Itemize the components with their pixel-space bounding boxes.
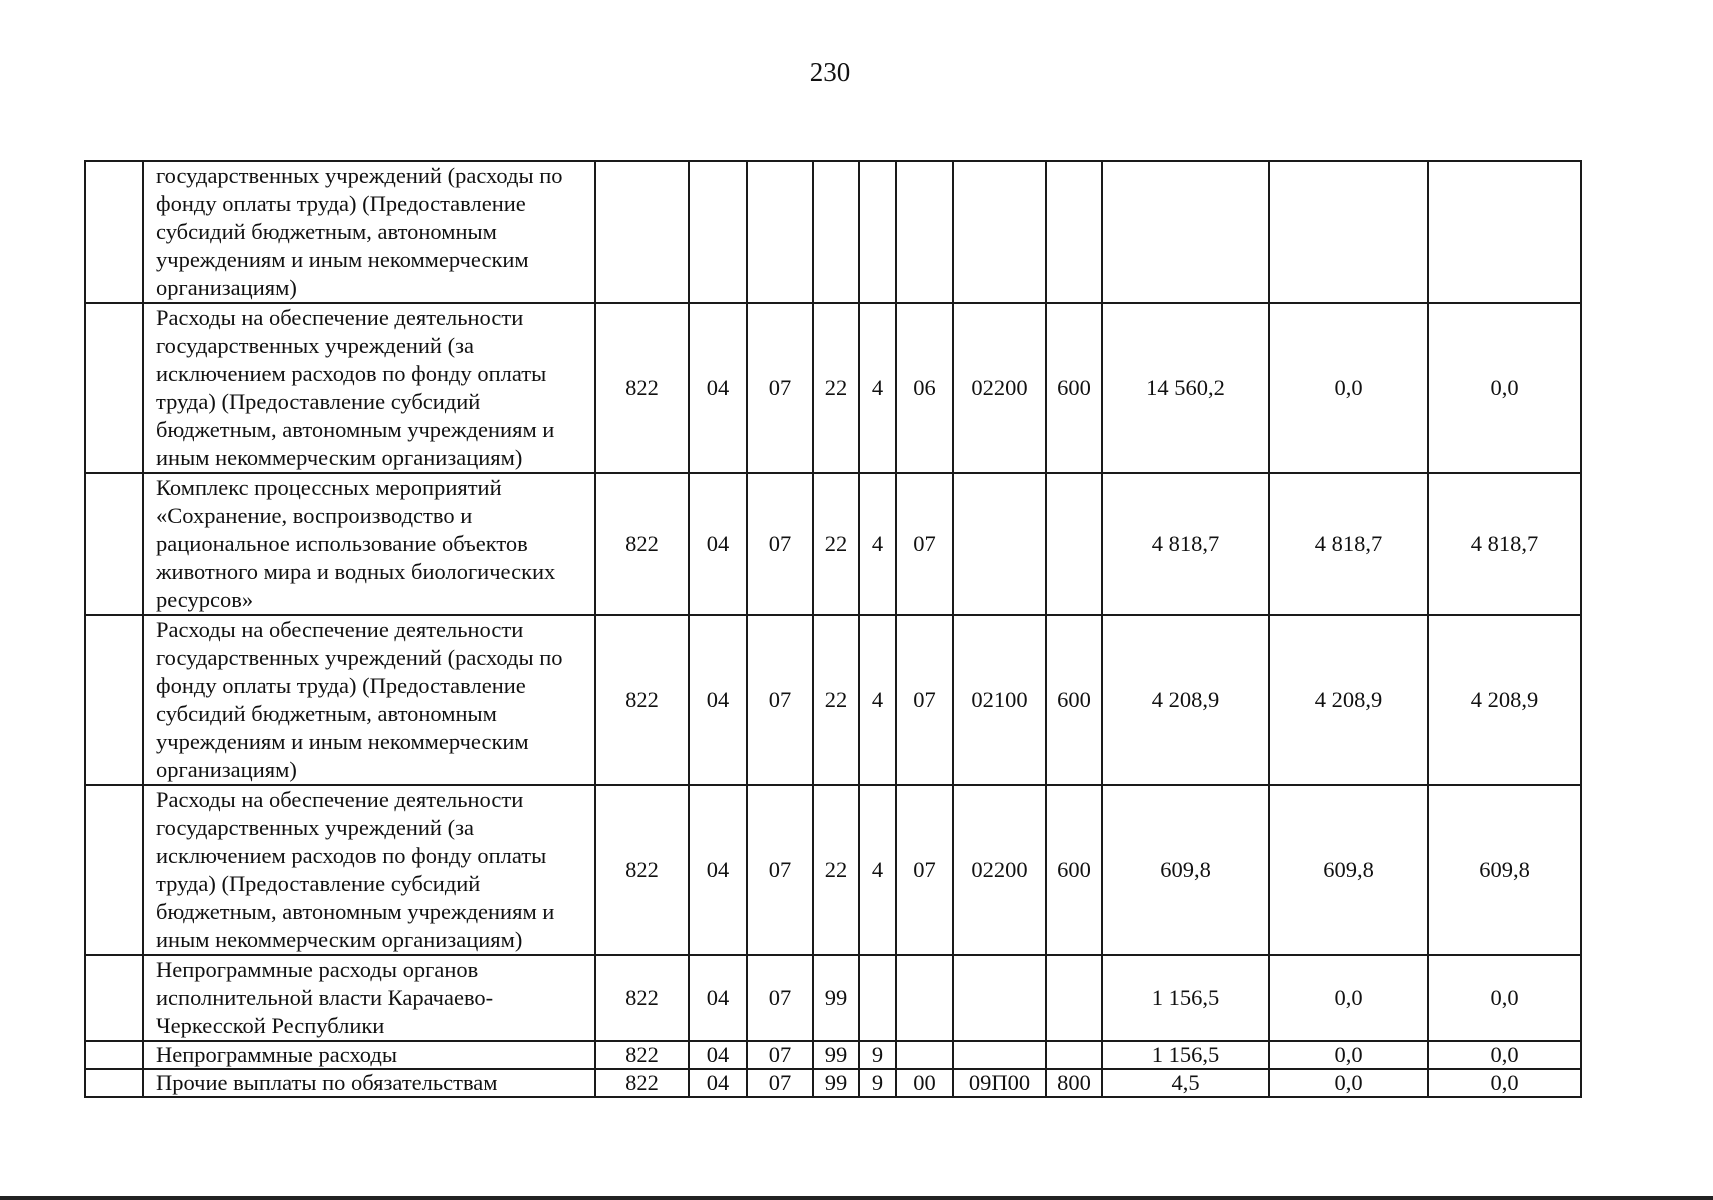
ministry-code: 822 xyxy=(595,473,689,615)
program-code xyxy=(813,161,859,303)
row-number-cell xyxy=(85,473,143,615)
section-code: 04 xyxy=(689,1041,747,1069)
subprogram-code xyxy=(859,955,896,1041)
row-name: Расходы на обеспечение деятельности государственных учреждений (за исключением расходов по фонду оплаты труда) (Предоставление субсидий бюджетным, автономным учреждениям и иным некоммерческим организациям) xyxy=(143,785,595,955)
subsection-code: 07 xyxy=(747,303,813,473)
subsection-code xyxy=(747,161,813,303)
row-number-cell xyxy=(85,955,143,1041)
event-code: 07 xyxy=(896,473,953,615)
sum-year-1: 4 208,9 xyxy=(1102,615,1269,785)
row-number-cell xyxy=(85,615,143,785)
ministry-code: 822 xyxy=(595,1069,689,1097)
sum-year-3: 4 208,9 xyxy=(1428,615,1581,785)
row-number-cell xyxy=(85,1069,143,1097)
sum-year-2: 4 208,9 xyxy=(1269,615,1428,785)
row-name: Прочие выплаты по обязательствам xyxy=(143,1069,595,1097)
section-code: 04 xyxy=(689,473,747,615)
subsection-code: 07 xyxy=(747,615,813,785)
event-code xyxy=(896,955,953,1041)
sum-year-2: 0,0 xyxy=(1269,1041,1428,1069)
program-code: 99 xyxy=(813,955,859,1041)
table-row xyxy=(85,303,1581,473)
expense-type-code: 800 xyxy=(1046,1069,1102,1097)
direction-code: 09П00 xyxy=(953,1069,1046,1097)
direction-code: 02200 xyxy=(953,303,1046,473)
sum-year-3: 609,8 xyxy=(1428,785,1581,955)
ministry-code xyxy=(595,161,689,303)
program-code: 22 xyxy=(813,303,859,473)
table-row xyxy=(85,161,1581,303)
row-number-cell xyxy=(85,303,143,473)
ministry-code: 822 xyxy=(595,785,689,955)
direction-code: 02100 xyxy=(953,615,1046,785)
sum-year-1 xyxy=(1102,161,1269,303)
sum-year-3 xyxy=(1428,161,1581,303)
row-number-cell xyxy=(85,785,143,955)
sum-year-3: 4 818,7 xyxy=(1428,473,1581,615)
section-code: 04 xyxy=(689,785,747,955)
ministry-code: 822 xyxy=(595,303,689,473)
subprogram-code: 4 xyxy=(859,785,896,955)
table-row xyxy=(85,1069,1581,1097)
table-row xyxy=(85,615,1581,785)
sum-year-1: 4 818,7 xyxy=(1102,473,1269,615)
row-number-cell xyxy=(85,1041,143,1069)
section-code xyxy=(689,161,747,303)
event-code xyxy=(896,161,953,303)
event-code: 00 xyxy=(896,1069,953,1097)
ministry-code: 822 xyxy=(595,615,689,785)
table-row xyxy=(85,785,1581,955)
sum-year-2: 0,0 xyxy=(1269,1069,1428,1097)
sum-year-1: 1 156,5 xyxy=(1102,1041,1269,1069)
expense-type-code xyxy=(1046,473,1102,615)
sum-year-2: 4 818,7 xyxy=(1269,473,1428,615)
row-number-cell xyxy=(85,161,143,303)
subprogram-code xyxy=(859,161,896,303)
subsection-code: 07 xyxy=(747,473,813,615)
row-name: Расходы на обеспечение деятельности государственных учреждений (расходы по фонду оплаты труда) (Предоставление субсидий бюджетным, автономным учреждениям и иным некоммерческим организациям) xyxy=(143,615,595,785)
program-code: 22 xyxy=(813,615,859,785)
sum-year-3: 0,0 xyxy=(1428,303,1581,473)
section-code: 04 xyxy=(689,303,747,473)
event-code: 07 xyxy=(896,785,953,955)
sum-year-3: 0,0 xyxy=(1428,1069,1581,1097)
table-row xyxy=(85,955,1581,1041)
row-name: Непрограммные расходы органов исполнительной власти Карачаево-Черкесской Республики xyxy=(143,955,595,1041)
subprogram-code: 4 xyxy=(859,473,896,615)
sum-year-2: 0,0 xyxy=(1269,303,1428,473)
sum-year-2 xyxy=(1269,161,1428,303)
row-name: государственных учреждений (расходы по фонду оплаты труда) (Предоставление субсидий бюджетным, автономным учреждениям и иным некоммерческим организациям) xyxy=(143,161,595,303)
program-code: 99 xyxy=(813,1069,859,1097)
sum-year-2: 0,0 xyxy=(1269,955,1428,1041)
direction-code: 02200 xyxy=(953,785,1046,955)
expense-type-code: 600 xyxy=(1046,303,1102,473)
row-name: Комплекс процессных мероприятий «Сохранение, воспроизводство и рациональное использование объектов животного мира и водных биологических ресурсов» xyxy=(143,473,595,615)
section-code: 04 xyxy=(689,615,747,785)
ministry-code: 822 xyxy=(595,955,689,1041)
expense-type-code: 600 xyxy=(1046,785,1102,955)
subprogram-code: 4 xyxy=(859,303,896,473)
table-row xyxy=(85,1041,1581,1069)
sum-year-3: 0,0 xyxy=(1428,955,1581,1041)
sum-year-1: 609,8 xyxy=(1102,785,1269,955)
subsection-code: 07 xyxy=(747,785,813,955)
event-code: 06 xyxy=(896,303,953,473)
page-number: 230 xyxy=(809,57,851,87)
expense-type-code xyxy=(1046,1041,1102,1069)
sum-year-1: 4,5 xyxy=(1102,1069,1269,1097)
section-code: 04 xyxy=(689,955,747,1041)
subsection-code: 07 xyxy=(747,955,813,1041)
page-bottom-border xyxy=(0,1196,1713,1200)
sum-year-1: 14 560,2 xyxy=(1102,303,1269,473)
section-code: 04 xyxy=(689,1069,747,1097)
sum-year-1: 1 156,5 xyxy=(1102,955,1269,1041)
subprogram-code: 4 xyxy=(859,615,896,785)
expense-type-code xyxy=(1046,955,1102,1041)
expense-type-code: 600 xyxy=(1046,615,1102,785)
direction-code xyxy=(953,161,1046,303)
row-name: Непрограммные расходы xyxy=(143,1041,595,1069)
subprogram-code: 9 xyxy=(859,1041,896,1069)
subprogram-code: 9 xyxy=(859,1069,896,1097)
table-row xyxy=(85,473,1581,615)
direction-code xyxy=(953,1041,1046,1069)
ministry-code: 822 xyxy=(595,1041,689,1069)
subsection-code: 07 xyxy=(747,1041,813,1069)
direction-code xyxy=(953,955,1046,1041)
event-code xyxy=(896,1041,953,1069)
sum-year-2: 609,8 xyxy=(1269,785,1428,955)
sum-year-3: 0,0 xyxy=(1428,1041,1581,1069)
event-code: 07 xyxy=(896,615,953,785)
expense-type-code xyxy=(1046,161,1102,303)
program-code: 22 xyxy=(813,473,859,615)
subsection-code: 07 xyxy=(747,1069,813,1097)
direction-code xyxy=(953,473,1046,615)
program-code: 22 xyxy=(813,785,859,955)
program-code: 99 xyxy=(813,1041,859,1069)
row-name: Расходы на обеспечение деятельности государственных учреждений (за исключением расходов по фонду оплаты труда) (Предоставление субсидий бюджетным, автономным учреждениям и иным некоммерческим организациям) xyxy=(143,303,595,473)
budget-table xyxy=(84,160,1582,1098)
